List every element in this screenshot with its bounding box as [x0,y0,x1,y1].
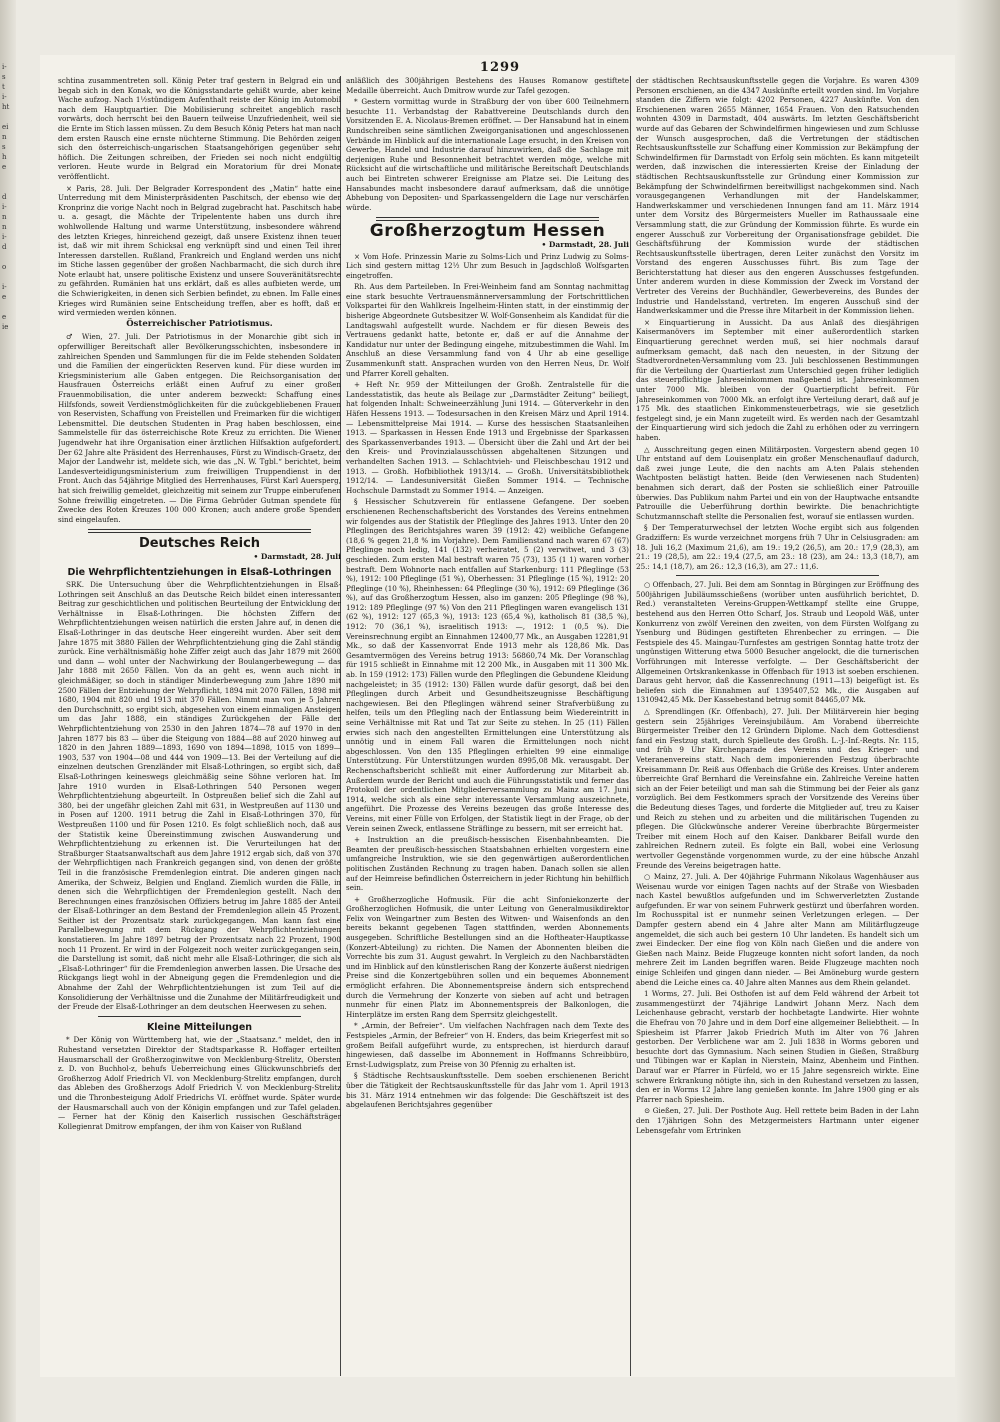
article-vom-hofe: × Vom Hofe. Prinzessin Marie zu Solms-Lich und Prinz Ludwig zu Solms-Lich sind gestern mittag 12½ Uhr zum Besuch in Jagdschloß Wolfsgarten eingetroffen. [346,251,629,280]
divider [676,575,879,576]
article-mitteilungen: + Heft Nr. 959 der Mitteilungen der Großh. Zentralstelle für die Landesstatistik, das heute als Beilage zur „Darmstädter Zeitung“ beiliegt, hat folgenden Inhalt: Schweineerzählung Juni 1914. — Güterverkehr in den Häfen Hessens 1913. — Todesursachen in den Kreisen März und April 1914. — Lebensmittelpreise Mai 1914. — Kurse des hessischen Staatsanleihen 1913. — Sparkassen in Hessen Ende 1913 und Ergebnisse der Sparkassen des Sparkassenverbandes 1913. — Übersicht über die Zahl und Art der bei den Kreis- und Provinzialausschüssen abgehaltenen Sitzungen und verhandelten Sachen 1913. — Schlachtvieh- und Fleischbeschau 1912 und 1913. — Großh. Hofbibliothek 1913/14. — Großh. Universitätsbibliothek 1912/14. — Landesuniversität Gießen Sommer 1914. — Technische Hochschule Darmstadt zu Sommer 1914. — Anzeigen. [346,380,629,495]
article-ausschreitung: △ Ausschreitung gegen einen Militärposten. Vorgestern abend gegen 10 Uhr entstand auf dem Louisenplatz ein großer Menschenauflauf dadurch, daß zwei junge Leute, die den nachts am A.ten Palais stehenden Wachtposten belästigt hatten. Beide (den Verwiesenen nach Studenten) benahmen sich derart, daß der Posten sie schließlich einer Patrouille überwies. Das Publikum nahm Partei und ein von der Hauptwache entsandte Patrouille die Ueberführung dorthin bewirkte. Die benachrichtigte Schutzmannschaft stellte die Personalien fest, worauf sie entlassen wurden. [636,444,919,521]
article-giessen: ⊙ Gießen, 27. Juli. Der Posthote Aug. Hell rettete beim Baden in der Lahn den 17jährigen Sohn des Metzgermeisters Hartmann unter eigener Lebensgefahr vom Ertrinken [636,1106,919,1135]
subhead-patriotismus: Österreichischer Patriotismus. [126,318,273,329]
left-page-edge: i- s t i- ht ei n s h e d i- n n i- d o i- e e ie [0,0,16,1422]
article-wien: ♂ Wien, 27. Juli. Der Patriotismus in der Monarchie gibt sich in opferwilliger Bereitschaft aller Bevölkerungsschichten, insbesondere in zahlreichen Spenden und Sammlungen für die im Felde stehenden Soldaten und die Familien der eingerückten Reserven kund. Für diese wurden im Kriegsministerium alle Gaben entgegen. Die Reichsorganisation der Hausfrauen Österreichs erläßt einen Aufruf zu einer großen Frauenmobilisation, die unter anderem bezweckt: Schaffung eines Hilfsfonds, soweit Verdienstmöglichkeiten für die zuückgebliebenen Frauen von Reservisten, Schaffung von Freistellen und Freimarken für die wichtigen Lebensmittel. Die deutschen Studenten in Prag haben beschlossen, eine Sammelstelle für das österreichische Rote Kreuz zu errichten. Die Wiener Jugendwehr hat ihre Organisation einer ärztlichen Hilfsaktion aufgefordert. Der 62 Jahre alte Präsident des Herrenhauses, Fürst zu Windisch-Graetz, der Major der Landwehr ist, meldete sich, wie das „N. W. Tgbl.“ berichtet, beim Landesverteidigungsministerium zum freiwilligen Truppendienst in der Front. Auch das 54jährige Mitglied des Herrenhauses, Fürst Karl Auersperg, hat sich freiwillig gemeldet, gleichzeitig mit seinem zur Truppe einberufenen Sohne freiwillig eingetreten. — Die Firma Gebrüder Gutman spendete für Zwecke des Roten Kreuzes 100 000 Kronen; auch andere große Spenden sind eingelaufen. [58,332,341,524]
article-belgrad: schtina zusammentreten soll. König Peter traf gestern in Belgrad ein und begab sich in den Konak, wo die Königsstandarte gehißt wurde, aber keine Wache aufzog. Nach 1½stündigem Aufenthalt reiste der König im Automobil nach dem Hauptquartier. Die Mobilisierung schreitet angeblich rasch vorwärts, doch herrscht bei den Bauern teilweise Unzufriedenheit, weil sie die Ernte im Stich lassen müssen. Zu dem Besuch König Peters hat man nach dem ersten Rausch eine ernste nüchterne Stimmung. Die Behörden zeigen sich den österreichisch-ungarischen Staatsangehörigen gegenüber sehr höflich. Die Zeitungen schreiben, der Frieden sei noch nicht endgültig verloren. Heute wurde in Belgrad ein Moratorium für drei Monate veröffentlicht. [58,76,341,181]
column-rule-2 [630,76,631,1376]
article-paris: × Paris, 28. Juli. Der Belgrader Korrespondent des „Matin“ hatte eine Unterredung mit dem Ministerpräsidenten Paschitsch, der ebenso wie der Kronprinz die vorige Nacht noch in Belgrad zugebracht hat. Paschitsch habe u. a. gesagt, die Mächte der Tripelentente haben uns durch ihre wohlwollende Haltung und warme Unterstützung, insbesondere während des letzten Krieges, hinreichend gezeigt, daß unsere Existenz ihnen teuer ist, daß wir mit ihrem Schicksal eng verknüpft sind und einen Teil ihrer Interessen darstellen. Rußland, Frankreich und England werden uns nicht im Stiche lassen gegenüber der großen Nachbarmacht, die sich durch ihre Note erlaubt hat, unsere politische Existenz und unsere Souveränitätsrechte zu gefährden. Rumänien hat uns erklärt, daß es alles aufbieten werde, um die Schwierigkeiten, in denen sich Serbien befindet, zu ebnen. Im Falle eines Krieges wird Rumänien seine Entscheidung treffen, aber es hofft, daß er wird vermieden werden können. [58,183,341,318]
section-title-kleine-mitteilungen: Kleine Mitteilungen [146,1021,253,1033]
page-number: 1299 [479,60,521,75]
article-romanow: anläßlich des 300jährigen Bestehens des Hauses Romanow gestiftete Medaille überreicht. Auch Dmitrow wurde zur Tafel gezogen. [346,76,629,95]
column-3 [636,76,919,1376]
divider [88,529,311,533]
dateline-hessen: • Darmstadt, 28. Juli [541,239,629,249]
article-worms: 1 Worms, 27. Juli. Bei Osthofen ist auf dem Feld während der Arbeit tot zusammengestürzt der 74jährige Landwirt Johann Merz. Nach dem Leichenhause gebracht, verstarb der hochbetagte Landwirte. Hier wohnte die Ehefrau von 70 Jahre und in dem Dorf eine allgemeiner Beliebtheit. — In Spiesheim ist Pfarrer Jakob Friedrich Muth im Alter von 76 Jahren gestorben. Der Verblichene war am 2. Juli 1838 in Worms geboren und besuchte dort das Gymnasium. Nach seinen Studien in Gießen, Straßburg und Tübingen war er Kaplan in Nierstein, Mainz, Abenheim und Finthen. Darauf war er Pfarrer in Fürfeld, wo er 15 Jahre segensreich wirkte. Eine schwere Erkrankung nötigte ihn, sich in den Ruhestand versetzen zu lassen, den er in Worms 12 Jahre lang genießen konnte. Im Jahre 1900 ging er als Pfarrer nach Spiesheim. [636,989,919,1104]
article-sprendlingen: △ Sprendlingen (Kr. Offenbach), 27. Juli. Der Militärverein hier beging gestern sein 25jähriges Vereinsjubiläum. Am Vorabend überreichte Bürgermeister Treiber den 12 Gründern Diplome. Nach dem Gottesdienst fand ein Festzug statt, durch Spielleute des Großh. L.-J.-Inf.-Regts. Nr. 115, und früh 9 Uhr Kirchenparade des Vereins und des Krieger- und Veteranenvereins statt. Nach dem imponierenden Festzug überbrachte Kreisammann Dr. Reiß aus Offenbach die Grüße des Kreises. Unter anderem überreichte Graf Bernhard die Vereinsfahne ein. Zahlreiche Vereine hatten sich an der Feier beteiligt und man sah die Stimmung bei der Feier als ganz vorzüglich. Bei dem Festkommers sprach der Vorsitzende des Vereins über die Bedeutung dieses Tages, und forderte die Mitglieder auf, treu zu Kaiser und Reich zu stehen und zu arbeiten und die militärischen Tugenden zu pflegen. Die Glückwünsche anderer Vereine überbrachte Bürgermeister Treiber mit einem Hoch auf den Kaiser. Dankbarer Beifall wurde den zahlreichen Rednern zuteil. Es folgte ein Ball, wobei eine Verlosung wertvoller Gegenstände vorgenommen wurde, zu der eine hübsche Anzahl Freunde des Vereins beigetragen hatte. [636,707,919,870]
section-title-deutsches-reich: Deutsches Reich [138,536,261,552]
article-schutzverein: § Hessischer Schutzverein für entlassene Gefangene. Der soeben erschienenen Rechenschaftsbericht des Vorstandes des Vereins entnehmen wir folgendes aus der Statistik der Pfleglinge des Jahres 1913. Unter den 20 Pfleglingen des Berichtsjahres waren 39 (1912: 42) weibliche Gefangene (18,6 % gegen 21,8 % im Vorjahre). Dem Familienstand nach waren 67 (67) Pfleglinge noch ledig, 141 (132) verheiratet, 5 (2) verwitwet, und 3 (3) geschieden. Zum ersten Mal bestraft waren 75 (73), 135 (1 1) waren vorher bestraft. Dem Wohnorte nach entfallen auf Starkenburg: 111 Pfleglinge (53 %), 1912: 100 Pfleglinge (51 %), Oberhessen: 31 Pfleglinge (15 %), 1912: 20 Pfleglinge (10 %), Rheinhessen: 64 Pfleglinge (30 %), 1912: 69 Pfleglinge (36 %), auf das Großherzogtum Hessen, also im ganzen: 205 Pfleglinge (98 %), 1912: 189 Pfleglinge (97 %) Von den 211 Pfleglingen waren evangelisch 131 (62 %), 1912: 127 (65,3 %), 1913: 123 (65,4 %), katholisch 81 (38,5 %), 1912: 70 (36,1 %), israelitisch 1913: —, 1912: 1 (0,5 %). Die Vereinsrechnung ergibt an Einnahmen 12400,77 Mk., an Ausgaben 12281,91 Mk., so daß der Kassenvorrat Ende 1913 mehr als 128,86 Mk. Das Gesamtvermögen des Vereins betrug 1913: 56860,74 Mk. Der Voranschlag für 1915 schließt in Einnahme mit 12 200 Mk., in Ausgaben mit 11 300 Mk. ab. In 159 (1912: 173) Fällen wurde den Pfleglingen die Gebundene Kleidung nachgeleistet; in 35 (1912: 130) Fällen wurde dafür gesorgt, daß bei den Pfleglingen durch Arbeit und Gesundheitszeugnisse Beschäftigung nachgewiesen. Bei den Pfleglingen während seiner Strafverbüßung zu helfen, teils um den Pflegling nach der Entlassung beim Wiedereintritt in seine Verhältnisse mit Rat und Tat zur Seite zu stehen. In 25 (11) Fällen erwies sich nach den angestellten Ermittelungen eine Unterstützung als unnötig und in einem Fall waren die Ermittelungen noch nicht abgeschlossen. Von den 135 Pfleglingen erhielten 99 eine einmalige Unterstützung. Für Unterstützungen wurden 8995,08 Mk. verausgabt. Der Rechenschaftsbericht schließt mit einer Aufforderung zur Mitarbeit ab. Außerdem wurde der Bericht und auch die Führungsstatistik und ferner das Protokoll der ordentlichen Mitgliederversammlung zu Mainz am 17. Juni 1914, welche sich als eine sehr interessante Versammlung auszeichnete, angeführt. Die Prozesse des Vereins bezeugen das große Interesse des Vereins, mit einer Fülle von Erfolgen, der Statistik liegt in der Frage, ob der Verein seinen Zweck, entlassene Sträflinge zu bessern, mit ser erreicht hat. [346,497,629,833]
article-armin: * „Armin, der Befreier“. Um vielfachen Nachfragen nach dem Texte des Festspieles „Armin, der Befreier“ von H. Enders, das beim Kriegerfest mit so großem Beifall aufgeführt wurde, zu entsprechen, ist hierdurch darauf hingewiesen, daß dasselbe im Abonnement in Hoffmanns Schreibbüro, Ernst-Ludwigsplatz, zum Preise von 30 Pfennig zu erhalten ist. [346,1021,629,1069]
article-rechtsauskunft-cont: der städtischen Rechtsauskunftsstelle gegen die Vorjahre. Es waren 4309 Personen erschienen, an die 4347 Auskünfte erteilt worden sind. Im Vorjahre standen die Ziffern wie folgt: 4202 Personen, 4227 Auskünfte. Von den Erschienenen waren 2655 Männer, 1654 Frauen. Von den Ratsuchenden wohnten 4309 in Darmstadt, 404 auswärts. Im letzten Geschäftsbericht wurde auf das Gebaren der Schwindelfirmen hingewiesen und zum Schlusse der Wunsch ausgesprochen, daß die Vertretungen der städtischen Rechtsauskunftsstelle zur Schaffung einer Kommission zur Bekämpfung der Schwindelfirmen für Darmstadt von Erfolg sein möchten. Es kann mitgeteilt werden, daß inzwischen die interessierten Kreise der Einladung der städtischen Rechtsauskunftsstelle zur Gründung einer Kommission zur Bekämpfung der Schwindelfirmen bereitwilligst nachgekommen sind. Nach vorausgegangenen Verhandlungen mit der Handelskammer, Handwerkskammer und verschiedenen Innungen fand am 11. März 1914 unter dem Vorsitz des Bürgermeisters Mueller im Rathaussaale eine Versammlung statt, die zur Gründung der Kommission führte. Es wurde ein engerer Ausschuß zur Vorbereitung der Organisationsfrage gebildet. Die Geschäftsführung der Kommission wurde der städtischen Rechtsauskunftsstelle übertragen, deren Leiter zunächst den Vorsitz im Vorstand des engeren Ausschusses führt. Bis zum Tage der Berichterstattung hat dieser aus den engeren Ausschusses festgefunden. Unter anderem wurden in diese Kommission der Zweck im Vorstand der Vertreter des Vereins der Buchhändler, Gewerbevereins, des Bundes der Industrie und Handelsstand, vertreten. Im engeren Ausschuß sind der Handwerkskammer und die Presse ihre Mitarbeit in der Kommission liehen. [636,76,919,316]
section-title-hessen: Großherzogtum Hessen [369,221,606,242]
article-einquartierung: × Einquartierung in Aussicht. Da aus Anlaß des diesjährigen Kaisermanövers im September mit einer außerordentlich starken Einquartierung gerechnet werden muß, sei hier nochmals darauf aufmerksam gemacht, daß nach den neuesten, in der Sitzung der Stadtverordneten-Versammlung vom 23. Juli beschlossenen Bestimmungen für die Verteilung der Quartierlast zum Unterschied gegen früher lediglich das steuerpflichtige Jahreseinkommen maßgebend ist. Jahreseinkommen unter 7000 Mk. bleiben von der Quartierpflicht befreit. Für Jahreseinkommen von 7000 Mk. an erfolgt ihre Verteilung derart, daß auf je 175 Mk. des staatlichen Einkommensteuerbetrags, wie sie gesetzlich festgelegt sind, je ein Mann zugeteilt wird. Es werden nach der Gesamtzahl der Einquartierung wird sich jedoch die Zahl zu erhöhen oder zu verringern haben. [636,317,919,442]
divider [98,1016,301,1017]
article-wehrpflicht: SRK. Die Untersuchung über die Wehrpflichtentziehungen in Elsaß-Lothringen seit Anschluß an das Deutsche Reich bildet einen interessanten Beitrag zur geschichtlichen und politischen Beurteilung der Entwicklung der Verhältnisse in Elsaß-Lothringen. Die höchsten Ziffern der Wehrpflichtentziehungen weisen natürlich die ersten Jahre auf, in denen die Elsaß-Lothringer in das deutsche Heer eingereiht wurden. Aber seit dem Jahre 1875 mit 3880 Fällen der Wehrpflichtentziehung ging die Zahl ständig zurück. Eine verhältnismäßig hohe Ziffer zeigt auch das Jahr 1879 mit 2600 und dann — wohl unter der Nachwirkung der Boulangerbewegung — das Jahr 1888 mit 2650 Fällen. Von da an geht es, wenn auch nicht in gleichmäßiger, so doch in ständiger Minderbewegung zum Jahre 1890 mit 2500 Fällen der Entziehung der Wehrpflicht, 1894 mit 2070 Fällen, 1898 mit 1680, 1904 mit 820 und 1913 mit 370 Fällen. Nimmt man von je 5 Jahren den Durchschnitt, so ergibt sich, abgesehen von einem einmaligen Ansteigen um das Jahr 1888, ein ständiges Zurückgehen der Fälle der Wehrpflichtentziehung von 2530 in den Jahren 1874—78 auf 1970 in den Jahren 1877 bis 83 — über die Steigung von 1884—88 auf 2020 hinweg auf 1820 in den Jahren 1889—1893, 1690 von 1894—1898, 1015 von 1899—1903, 537 von 1904—08 und 444 von 1909—13. Bei der Verteilung auf die einzelnen deutschen Grenzländer mit Elsaß-Lothringen, so ergibt sich, daß Elsaß-Lothringen keineswegs gleichmäßig seine Söhne verloren hat. Im Jahre 1910 wurden in Elsaß-Lothringen 540 Personen wegen Wehrpflichtentziehung abgeurteilt. In Ostpreußen belief sich die Zahl auf 380, bei der ungefähr gleichen Zahl mit 631, in Westpreußen auf 1130 und in Posen auf 1200. 1911 betrug die Zahl in Elsaß-Lothringen 370, für Westpreußen 1100 und für Posen 1210. Es folgt schließlich noch, daß aus der Statistik keine Übereinstimmung zwischen Auswanderung und Wehrpflichtentziehung zu erkennen ist. Die Verurteilungen hat der Straßburger Staatsanwaltschaft aus dem Jahre 1912 ergab sich, daß von 370 der Wehrpflichtigen nach Frankreich gegangen sind, von denen der größte Teil in die französische Fremdenlegion eintrat. Die anderen gingen nach Amerika, der Schweiz, Belgien und England. Ziemlich wurden die Fälle, in denen sich die Wehrpflichtigen der Fremdenlegion gestellt. Nach den Berechnungen eines französischen Offiziers betrug im Jahre 1885 der Anteil der Elsaß-Lothringer an dem Bestand der Fremdenlegion allein 45 Prozent. Seither ist der Prozentsatz stark zurückgegangen. Man kann fast eine Parallelbewegung mit dem Rückgang der Wehrpflichtentziehungen konstatieren. Im Jahre 1897 betrug der Prozentsatz nach 22 Prozent, 1900 noch 11 Prozent. Er wird in der Folgezeit noch weiter zurückgegangen sein, die Darstellung ist somit, daß nicht mehr alle Elsaß-Lothringer, die sich als „Elsaß-Lothringer“ für die Fremdenlegion anwerben lassen. Die Ursache des Rückgangs liegt wohl in der Abneigung gegen die Fremdenlegion und die Abnahme der Zahl der Wehrpflichtentziehungen ist zum Teil auf die Konsolidierung der Verhältnisse und die Zunahme der Militärfreudigkeit und der Freude der Elsaß-Lothringer an dem deutschen Heerwesen zu sehen. [58,580,341,1012]
article-strassburg: * Gestern vormittag wurde in Straßburg der von über 600 Teilnehmern besuchte 11. Verbandstag der Rabattvereine Deutschlands durch den Vorsitzenden E. A. Nicolaus-Bremen eröffnet. — Der Hansabund hat in einem Rundschreiben seine sämtlichen Zweigorganisationen und angeschlossenen Verbände im Hinblick auf die internationale Lage ersucht, in den Kreisen von Gewerbe, Handel und Industrie darauf hinzuwirken, daß die Sachlage mit derjenigen Ruhe und Besonnenheit betrachtet werden möge, welche mit Rücksicht auf die wirtschaftliche und militärische Bereitschaft Deutschlands auch bei Eintreten schwerer Ereignisse am Platze sei. Die Leitung des Hansabundes macht insbesondere darauf aufmerksam, daß die unnötige Abhebung von Depositen- und Sparkassengeldern die Lage nur verschärfen würde. [346,97,629,212]
article-parteileben: Rh. Aus dem Parteileben. In Frei-Weinheim fand am Sonntag nachmittag eine stark besuchte Vertrauensmännerversammlung der Fortschrittlichen Volkspartei für den Wahlkreis Ingelheim-Hinten statt, in der einstimmig der bisherige Abgeordnete Gutsbesitzer W. Wolf-Gonsenheim als Kandidat für die Landtagswahl aufgestellt wurde. Nachdem er für diesen Beweis des Vertrauens gedankt hatte, betonte er, daß er auf die Annahme der Kandidatur nur unter der Bedingung eingehe, mitzubestimmen die Wahl. Im Anschluß an diese Versammlung fand von 4 Uhr ab eine gesellige Zusammenkunft statt. Ansprachen wurden von den Herren Neus, Dr. Wolf und Pfarrer Korell gehalten. [346,282,629,378]
right-page-edge [956,0,1000,1422]
dateline-reich: • Darmstadt, 28. Juli [253,551,341,561]
article-temperatur: § Der Temperaturwechsel der letzten Woche ergibt sich aus folgenden Gradziffern: Es wurde verzeichnet morgens früh 7 Uhr in Celsiusgraden: am 18. Juli 16,2 (Maximum 21,6), am 19.: 19,2 (26,5), am 20.: 17,9 (28,3), am 21.: 19 (28,5), am 22.: 19,4 (27,5, am 23.: 18 (23), am 24.: 13,3 (18,7), am 25.: 14,1 (18,7), am 26.: 12,3 (16,3), am 27.: 11,6. [636,523,919,571]
article-offenbach: ○ Offenbach, 27. Juli. Bei dem am Sonntag in Bürgingen zur Eröffnung des 500jährigen Jubiläumsschießens (worüber unten ausführlich berichtet, D. Red.) veranstalteten Vereins-Gruppen-Wettkampf stellte eine Gruppe, bestehend aus den Herren Otto Scharf, Jos. Straub und Leopold Wäß, unter Konkurrenz von zwölf Vereinen den zweiten, von dem Fürsten Wolfgang zu Ysenburg und Büdingen gestifteten Ehrenbecher zu erringen. — Die Festspiele des 45. Maingau-Turnfestes am gestrigen Sonntag hatte trotz der ungünstigen Witterung etwa 5000 Besucher angelockt, die die turnerischen Vorführungen mit Interesse verfolgte. — Der Geschäftsbericht der Allgemeinen Ortskrankenkasse in Offenbach für 1913 ist soeben erschienen. Daraus geht hervor, daß die Kassenrechnung (1911—13) beigefügt ist. Es beliefen sich die Einnahmen auf 1395407,52 Mk., die Ausgaben auf 1310942,45 Mk. Der Kassebestand betrug somit 84465,07 Mk. [636,580,919,705]
article-rechtsauskunft: § Städtische Rechtsauskunftsstelle. Dem soeben erschienenen Bericht über die Tätigkeit der Rechtsauskunftsstelle für das Jahr vom 1. April 1913 bis 31. März 1914 entnehmen wir das folgende: Die Geschäftszeit ist des abgelaufenen Berichtsjahres gegenüber [346,1071,629,1110]
headline-wehrpflicht: Die Wehrpflichtentziehungen in Elsaß-Lothringen [67,566,332,578]
column-1 [58,76,341,1376]
article-mainz: ○ Mainz, 27. Juli. A. Der 40jährige Fuhrmann Nikolaus Wagenhäuser aus Weisenau wurde vor einigen Tagen nachts auf der Straße von Wiesbaden nach Kastel bewußtlos aufgefunden und im Schwerverletzten Zustande aufgefunden. Er war von seinem Fuhrwerk gestürzt und überfahren worden. Im Rochusspital ist er nunmehr seinen Verletzungen erlegen. — Der Dampfer gestern abend ein 4 Jahre alter Mann am Militärflugzeuge angemeldet, die sich auch bei gestern 10 Uhr landeten. Es handelt sich um zwei Eindecker. Der eine flog von Köln nach Gießen und die andere von Gießen nach Mainz. Beide Flugzeuge konnten nicht sofort landen, da noch mehrere Zeit im Landen begriffen waren. Beide Flugzeuge machten noch einige Schleifen und gingen dann nieder. — Bei Amöneburg wurde gestern abend die Leiche eines ca. 40 Jahre alten Mannes aus dem Rhein gelandet. [636,872,919,987]
article-hofmusik: + Großherzogliche Hofmusik. Für die acht Sinfoniekonzerte der Großherzoglichen Hofmusik, die unter Leitung von Generalmusikdirektor Felix von Weingartner zum Besten des Witwen- und Waisenfonds an den bereits bekannt gegebenen Tagen stattfinden, werden Abonnements ausgegeben. Schriftliche Bestellungen sind an die Hoftheater-Hauptkasse (Konzert-Abteilung) zu richten. Die Namen der Abonnenten bleiben die Vorrechte bis zum 31. August gewahrt. In Vergleich zu den Nachbarstädten und im Hinblick auf den künstlerischen Rang der Konzerte äußerst niedrigen Preise sind die Konzertgebühren sollen und ein bequemes Abonnement ermöglicht erfahren. Die Abonnementspreise ändern sich entsprechend durch die Vermehrung der Konzerte von sieben auf acht und betragen nunmehr für einen Platz im Abonnementspreis der Balkonlogen, die Hinterplätze im ersten Rang dem Sperrsitz gleichgestellt. [346,894,629,1019]
column-2 [346,76,629,1376]
article-instruktion: + Instruktion an die preußisch-hessischen Eisenbahnbeamten. Die Beamten der preußisch-hessischen Staatsbahnen erhielten vorgestern eine umfangreiche Instruktion, wie sie den gegenwärtigen außerordentlichen politischen Zuständen Rechnung zu tragen haben. Danach sollen sie allen auf der Heimreise befindlichen Österreichern in jeder Richtung hin behilflich sein. [346,835,629,893]
article-kleine-mitteilungen: * Der König von Württemberg hat, wie der „Staatsanz.“ meldet, den in Ruhestand versetzten Direktor der Stadtsparkasse R. Hoffager erteilten Hausmarschall der Großherzoginwitwe von Mecklenburg-Strelitz, Obersten z. D. von Buchhol-z, behufs Ueberreichung eines Glückwunschbriefs der Großherzog Adolf Friedrich VI. von Mecklenburg-Strelitz empfangen, durch das Ableben des Großherzogs Adolf Friedrich V. von Mecklenburg-Strelitz und die Thronbesteigung Adolf Friedrichs VI. eröffnet wurde. Später wurde der Hausmarschall auch von der Königin empfangen und zur Tafel geladen. — Ferner hat der König den Kaiserlich russischen Geschäftsträger Kollegienrat Dmitrow empfangen, der ihm von Kaiser von Rußland [58,1035,341,1131]
